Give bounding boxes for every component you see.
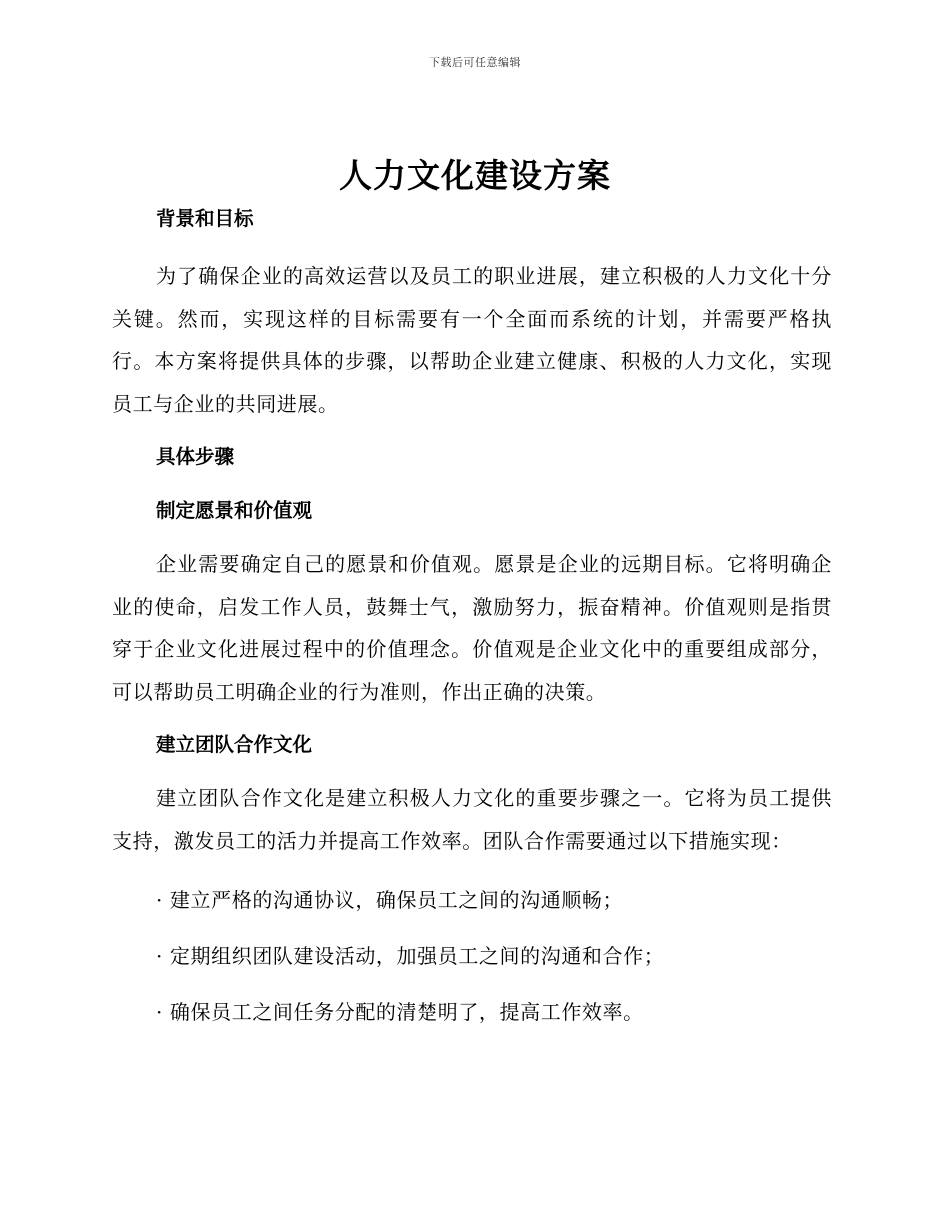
document-title: 人力文化建设方案 [339,156,611,195]
document-body [112,201,832,1030]
section-heading-vision: 制定愿景和价值观 [156,499,313,522]
paragraph-teamwork: 建立团队合作文化是建立积极人力文化的重要步骤之一。它将为员工提供支持，激发员工的活力并提高工作效率。团队合作需要通过以下措施实现： [112,786,832,853]
section-heading-teamwork: 建立团队合作文化 [156,733,313,756]
section-heading-background: 背景和目标 [156,207,254,230]
section-heading-steps: 具体步骤 [156,445,235,468]
paragraph-background: 为了确保企业的高效运营以及员工的职业进展，建立积极的人力文化十分关键。然而，实现这样的目标需要有一个全面而系统的计划，并需要严格执行。本方案将提供具体的步骤，以帮助企业建立健康、积极的人力文化，实现员工与企业的共同进展。 [112,264,832,416]
header-note: 下载后可任意编辑 [429,56,521,69]
list-item: · 建立严格的沟通协议，确保员工之间的沟通顺畅； [156,888,624,912]
list-item: · 定期组织团队建设活动，加强员工之间的沟通和合作； [156,944,665,968]
list-item: · 确保员工之间任务分配的清楚明了，提高工作效率。 [156,1000,644,1024]
paragraph-vision: 企业需要确定自己的愿景和价值观。愿景是企业的远期目标。它将明确企业的使命，启发工作人员，鼓舞士气，激励努力，振奋精神。价值观则是指贯穿于企业文化进展过程中的价值理念。价值观是企业文化中的重要组成部分，可以帮助员工明确企业的行为准则，作出正确的决策。 [112,552,832,704]
